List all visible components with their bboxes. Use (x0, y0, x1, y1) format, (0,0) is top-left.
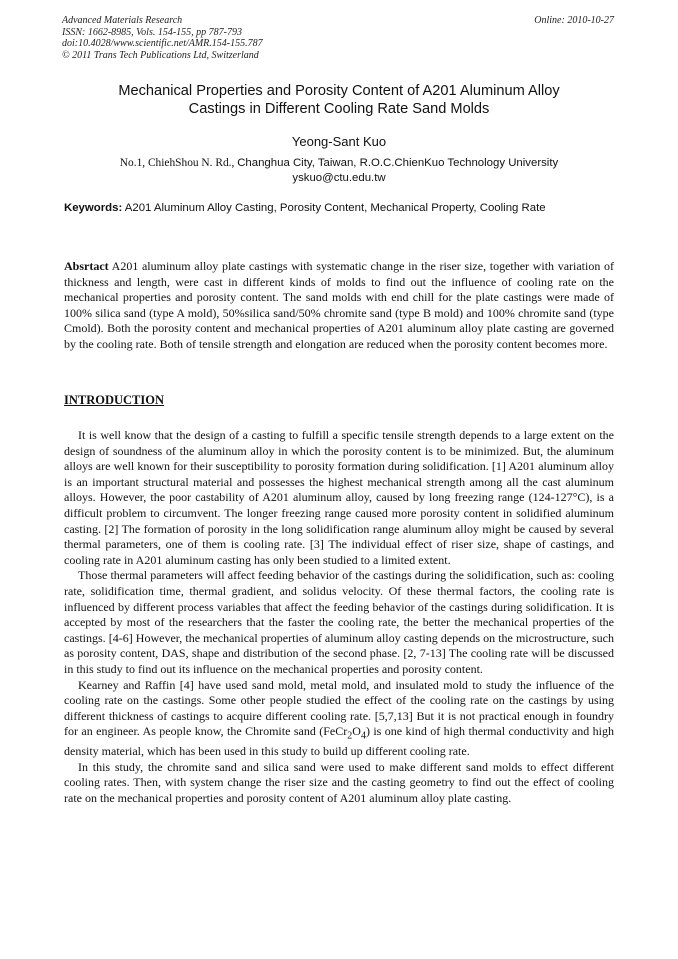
keywords-text: A201 Aluminum Alloy Casting, Porosity Content, Mechanical Property, Cooling Rate (124, 202, 546, 214)
author-email[interactable]: yskuo@ctu.edu.tw (292, 172, 386, 184)
copyright-line: © 2011 Trans Tech Publications Ltd, Switzerland (62, 49, 259, 61)
abstract (64, 259, 614, 353)
affiliation-address: No.1, ChiehShou N. Rd., (119, 157, 235, 169)
intro-paragraph-3-text-a: Kearney and Raffin [4] have used sand mold, metal mold, and insulated mold to study the influence of the cooling rate on the castings. Some other people studied the effect of the cooling rate on the castings by using different thickness of castings to acquire different cooling rate. [5,7,13] But it is not practical enough in foundry for an engineer. As people know, the Chromite sand (FeCr (64, 677, 614, 739)
keywords-label: Keywords: (64, 202, 123, 214)
section-heading-introduction: INTRODUCTION (64, 393, 165, 407)
intro-paragraph-3-text-b: ) is one kind of high thermal conductivity and high density material, which has been used in this study to build up different cooling rate. (64, 724, 614, 759)
intro-paragraph-4: In this study, the chromite sand and silica sand were used to make different sand molds to effect different cooling rates. Then, with system change the riser size and the casting geometry to find out the effect of cooling rate on the mechanical properties and porosity content of A201 aluminum alloy plate casting. (64, 759, 614, 806)
formula-subscript-2: 2 (347, 730, 353, 742)
journal-name: Advanced Materials Research (62, 15, 183, 26)
author-name: Yeong-Sant Kuo (291, 134, 387, 149)
intro-paragraph-3 (64, 678, 614, 760)
intro-paragraph-1: It is well know that the design of a casting to fulfill a specific tensile strength depends to a large extent on the design of soundness of the aluminum alloy in which the porosity content is to be minimized. But, the aluminum alloys are well known for their susceptibility to porosity formation during solidification. [1] A201 aluminum alloy is an important structural material and possesses the highest mechanical strength among all the cast aluminum alloys. However, the poor castability of A201 aluminum alloy, caused by long freezing range (124-127°C), is a difficult problem to circumvent. The longer freezing range caused more porosity content in solidified aluminum casting. [2] The formation of porosity in the long solidification range aluminum alloy might be caused by several thermal parameters, one of them is cooling rate. [3] The individual effect of riser size, shape of castings, and cooling rate in A201 aluminum casting has only been studied to a limited extent. (64, 428, 614, 567)
formula-subscript-4: 4 (360, 730, 366, 742)
intro-paragraph-2: Those thermal parameters will affect feeding behavior of the castings during the solidification, such as: cooling rate, solidification time, thermal gradient, and solidus velocity. Of these thermal factors, the cooling rate is influenced by different process variables that affect the feeding behavior of the castings during solidification. It is accepted by most of the researchers that the faster the cooling rate, the better the mechanical properties of the castings. [4-6] However, the mechanical properties of aluminum alloy casting depends on the microstructure, such as porosity content, DAS, shape and distribution of the second phase. [2, 7-13] The cooling rate will be discussed in this study to find out its influence on the mechanical properties and porosity content. (64, 568, 614, 676)
abstract-text: A201 aluminum alloy plate castings with systematic change in the riser size, together with variation of thickness and length, were cast in different kinds of molds to find out the influence of cooling rate on the mechanical properties and porosity content. The sand molds with end chill for the plate castings were made of 100% silica sand (type A mold), 50%silica sand/50% chromite sand (type B mold) and 100% chromite sand (type Cmold). Both the porosity content and mechanical properties of A201 aluminum alloy plate casting are governed by the cooling rate. Both of tensile strength and elongation are reduced when the porosity content becomes more. (64, 259, 614, 351)
doi-line: doi:10.4028/www.scientific.net/AMR.154-155.787 (62, 38, 263, 50)
formula-oxygen: O (352, 724, 361, 739)
issn-line: ISSN: 1662-8985, Vols. 154-155, pp 787-793 (62, 26, 242, 38)
title-line-2: Castings in Different Cooling Rate Sand Molds (188, 101, 490, 117)
affiliation (0, 156, 678, 186)
affiliation-institution: Changhua City, Taiwan, R.O.C.ChienKuo Technology University (237, 157, 559, 169)
keywords (64, 201, 624, 216)
title-line-1: Mechanical Properties and Porosity Content of A201 Aluminum Alloy (118, 83, 560, 99)
online-date: Online: 2010-10-27 (534, 15, 614, 26)
abstract-label: Absrtact (64, 259, 109, 273)
journal-header (62, 15, 263, 61)
paper-title (40, 82, 638, 118)
introduction-body (64, 428, 614, 807)
